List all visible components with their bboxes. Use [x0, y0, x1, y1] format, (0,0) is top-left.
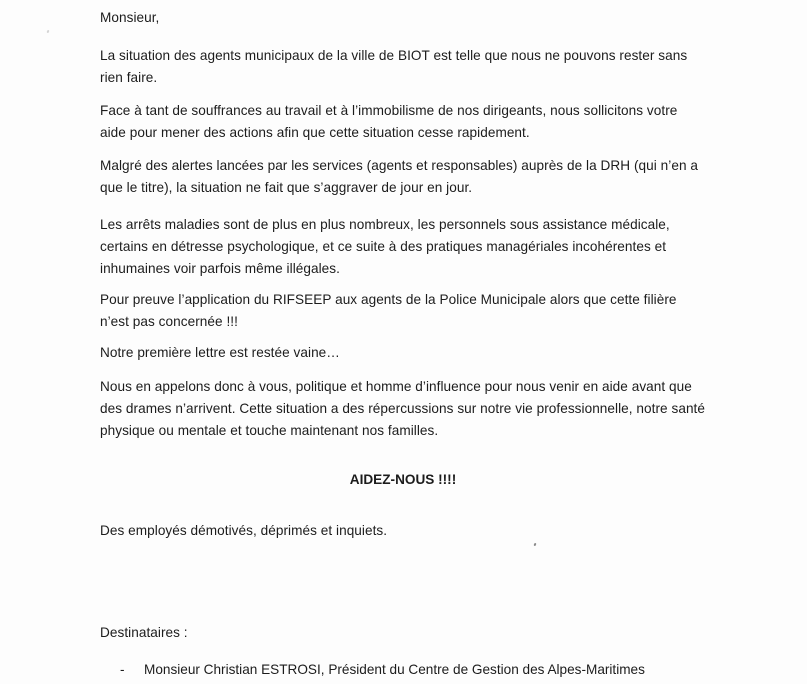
paragraph-6: Notre première lettre est restée vaine…: [100, 345, 340, 360]
recipients-list: [120, 659, 760, 684]
scan-speck: [46, 30, 49, 34]
call-to-action: AIDEZ-NOUS !!!!: [349, 472, 457, 487]
signature: Des employés démotivés, déprimés et inquiets.: [100, 523, 388, 538]
paragraph-2: Face à tant de souffrances au travail et à l’immobilisme de nos dirigeants, nous sollicitons votre aide pour mener des actions afin que cette situation cesse rapidement.: [100, 103, 678, 140]
salutation: Monsieur,: [100, 10, 160, 25]
paragraph-4: Les arrêts maladies sont de plus en plus nombreux, les personnels sous assistance médicale, certains en détresse psychologique, et ce suite à des pratiques managériales incohérentes et inhumaines voir parfois même illégales.: [100, 217, 670, 276]
paragraph-7: Nous en appelons donc à vous, politique et homme d’influence pour nous venir en aide avant que des drames n’arrivent. Cette situation a des répercussions sur notre vie professionnelle, notre santé physique ou mentale et touche maintenant nos familles.: [100, 379, 705, 438]
paragraph-3: Malgré des alertes lancées par les services (agents et responsables) auprès de la DRH (qui n’en a que le titre), la situation ne fait que s’aggraver de jour en jour.: [100, 158, 698, 195]
recipient-text: Monsieur Christian ESTROSI, Président du Centre de Gestion des Alpes-Maritimes: [144, 662, 645, 677]
paragraph-1: La situation des agents municipaux de la ville de BIOT est telle que nous ne pouvons rester sans rien faire.: [100, 48, 688, 85]
recipients-heading: Destinataires :: [100, 625, 188, 640]
paragraph-5: Pour preuve l’application du RIFSEEP aux agents de la Police Municipale alors que cette filière n’est pas concernée !!!: [100, 292, 677, 329]
scan-speck: [533, 543, 536, 547]
recipient-item: [120, 659, 760, 681]
list-dash: -: [120, 662, 125, 677]
